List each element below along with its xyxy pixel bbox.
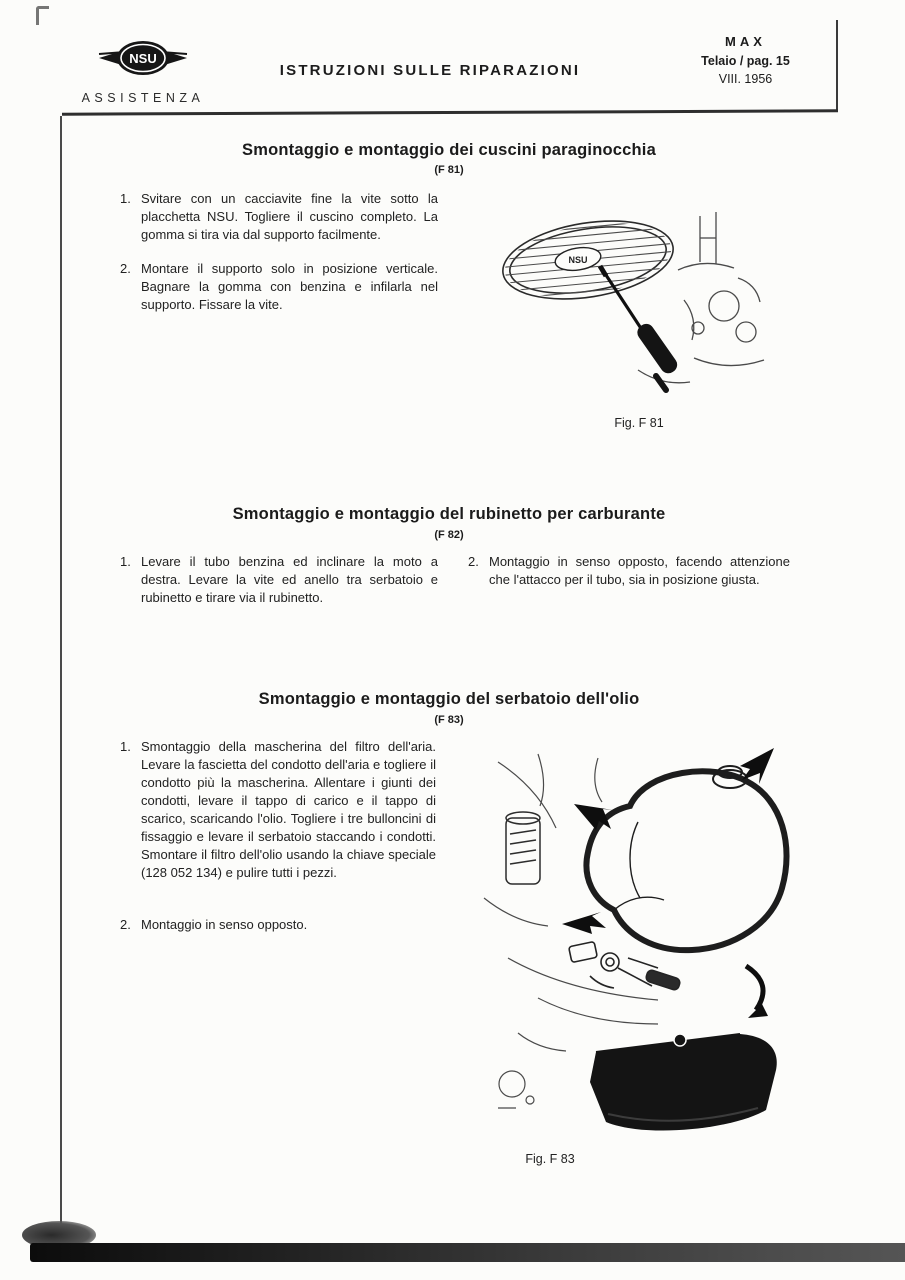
instruction-text: Montare il supporto solo in posizione verticale. Bagnare la gomma con benzina e infilarla nel supporto. Fissare la vite. <box>141 261 438 312</box>
item-number: 1. <box>120 191 131 206</box>
scan-binding-bar <box>30 1243 905 1262</box>
page-title: ISTRUZIONI SULLE RIPARAZIONI <box>279 62 581 79</box>
page-binding-line <box>60 116 62 1238</box>
instruction-text: Smontaggio della mascherina del filtro dell'aria. Levare la fascietta del condotto dell'aria e togliere il condotto più la mascherina. Allentare i giunti dei condotti, levare il tappo di carico e il tappo di scarico, scaricando l'olio. Togliere i tre bulloncini di fissaggio e levare il serbatoio staccando i condotti. Smontare il filtro dell'olio usando la chiave speciale (128 052 134) e pulire tutti i pezzi. <box>141 739 436 880</box>
model-name: MAX <box>725 34 766 49</box>
instruction-text: Montaggio in senso opposto. <box>141 917 308 932</box>
item-number: 2. <box>120 261 131 276</box>
svg-text:NSU: NSU <box>129 51 157 66</box>
arrow-left-mid <box>562 912 606 934</box>
item-number: 1. <box>120 739 131 754</box>
item-number: 2. <box>120 917 131 932</box>
nsu-logo-block <box>78 36 208 105</box>
fig-f83-caption: Fig. F 83 <box>525 1152 575 1166</box>
list-item <box>120 738 436 882</box>
nsu-logo-icon <box>95 36 191 85</box>
instruction-text: Svitare con un cacciavite fine la vite sotto la placchetta NSU. Togliere il cuscino completo. La gomma si tira via dal supporto facilmente. <box>141 191 438 242</box>
arrow-cap <box>740 748 774 784</box>
section1-fig-ref: (F 81) <box>434 164 464 176</box>
header-rule <box>62 109 838 115</box>
instruction-text: Montaggio in senso opposto, facendo attenzione che l'attacco per il tubo, sia in posizione giusta. <box>489 554 790 587</box>
item-number: 1. <box>120 554 131 569</box>
fig-pad-label: NSU <box>568 255 588 265</box>
section2-fig-ref: (F 82) <box>434 529 464 541</box>
list-item <box>120 916 436 934</box>
instruction-text: Levare il tubo benzina ed inclinare la moto a destra. Levare la vite ed anello tra serbatoio e rubinetto e tirare via il rubinetto. <box>141 554 438 605</box>
scan-artifact <box>36 6 49 25</box>
list-item <box>468 553 790 589</box>
logo-subtitle: ASSISTENZA <box>81 91 205 105</box>
header-meta <box>678 34 813 86</box>
item-number: 2. <box>468 554 479 569</box>
header-divider-line <box>836 20 838 112</box>
section3-title: Smontaggio e montaggio del serbatoio dell'olio <box>258 690 640 708</box>
page-reference: Telaio / pag. 15 <box>701 54 790 68</box>
edition-date: VIII. 1956 <box>718 72 773 86</box>
list-item <box>120 553 438 607</box>
fig-f81-illustration <box>488 208 790 410</box>
section2-title: Smontaggio e montaggio del rubinetto per carburante <box>232 505 666 523</box>
section1-title: Smontaggio e montaggio dei cuscini paraginocchia <box>242 141 656 159</box>
fig-f83-illustration <box>478 748 810 1144</box>
list-item <box>120 260 438 314</box>
list-item <box>120 190 438 244</box>
fig-f81-caption: Fig. F 81 <box>614 416 664 430</box>
section3-fig-ref: (F 83) <box>434 714 464 726</box>
